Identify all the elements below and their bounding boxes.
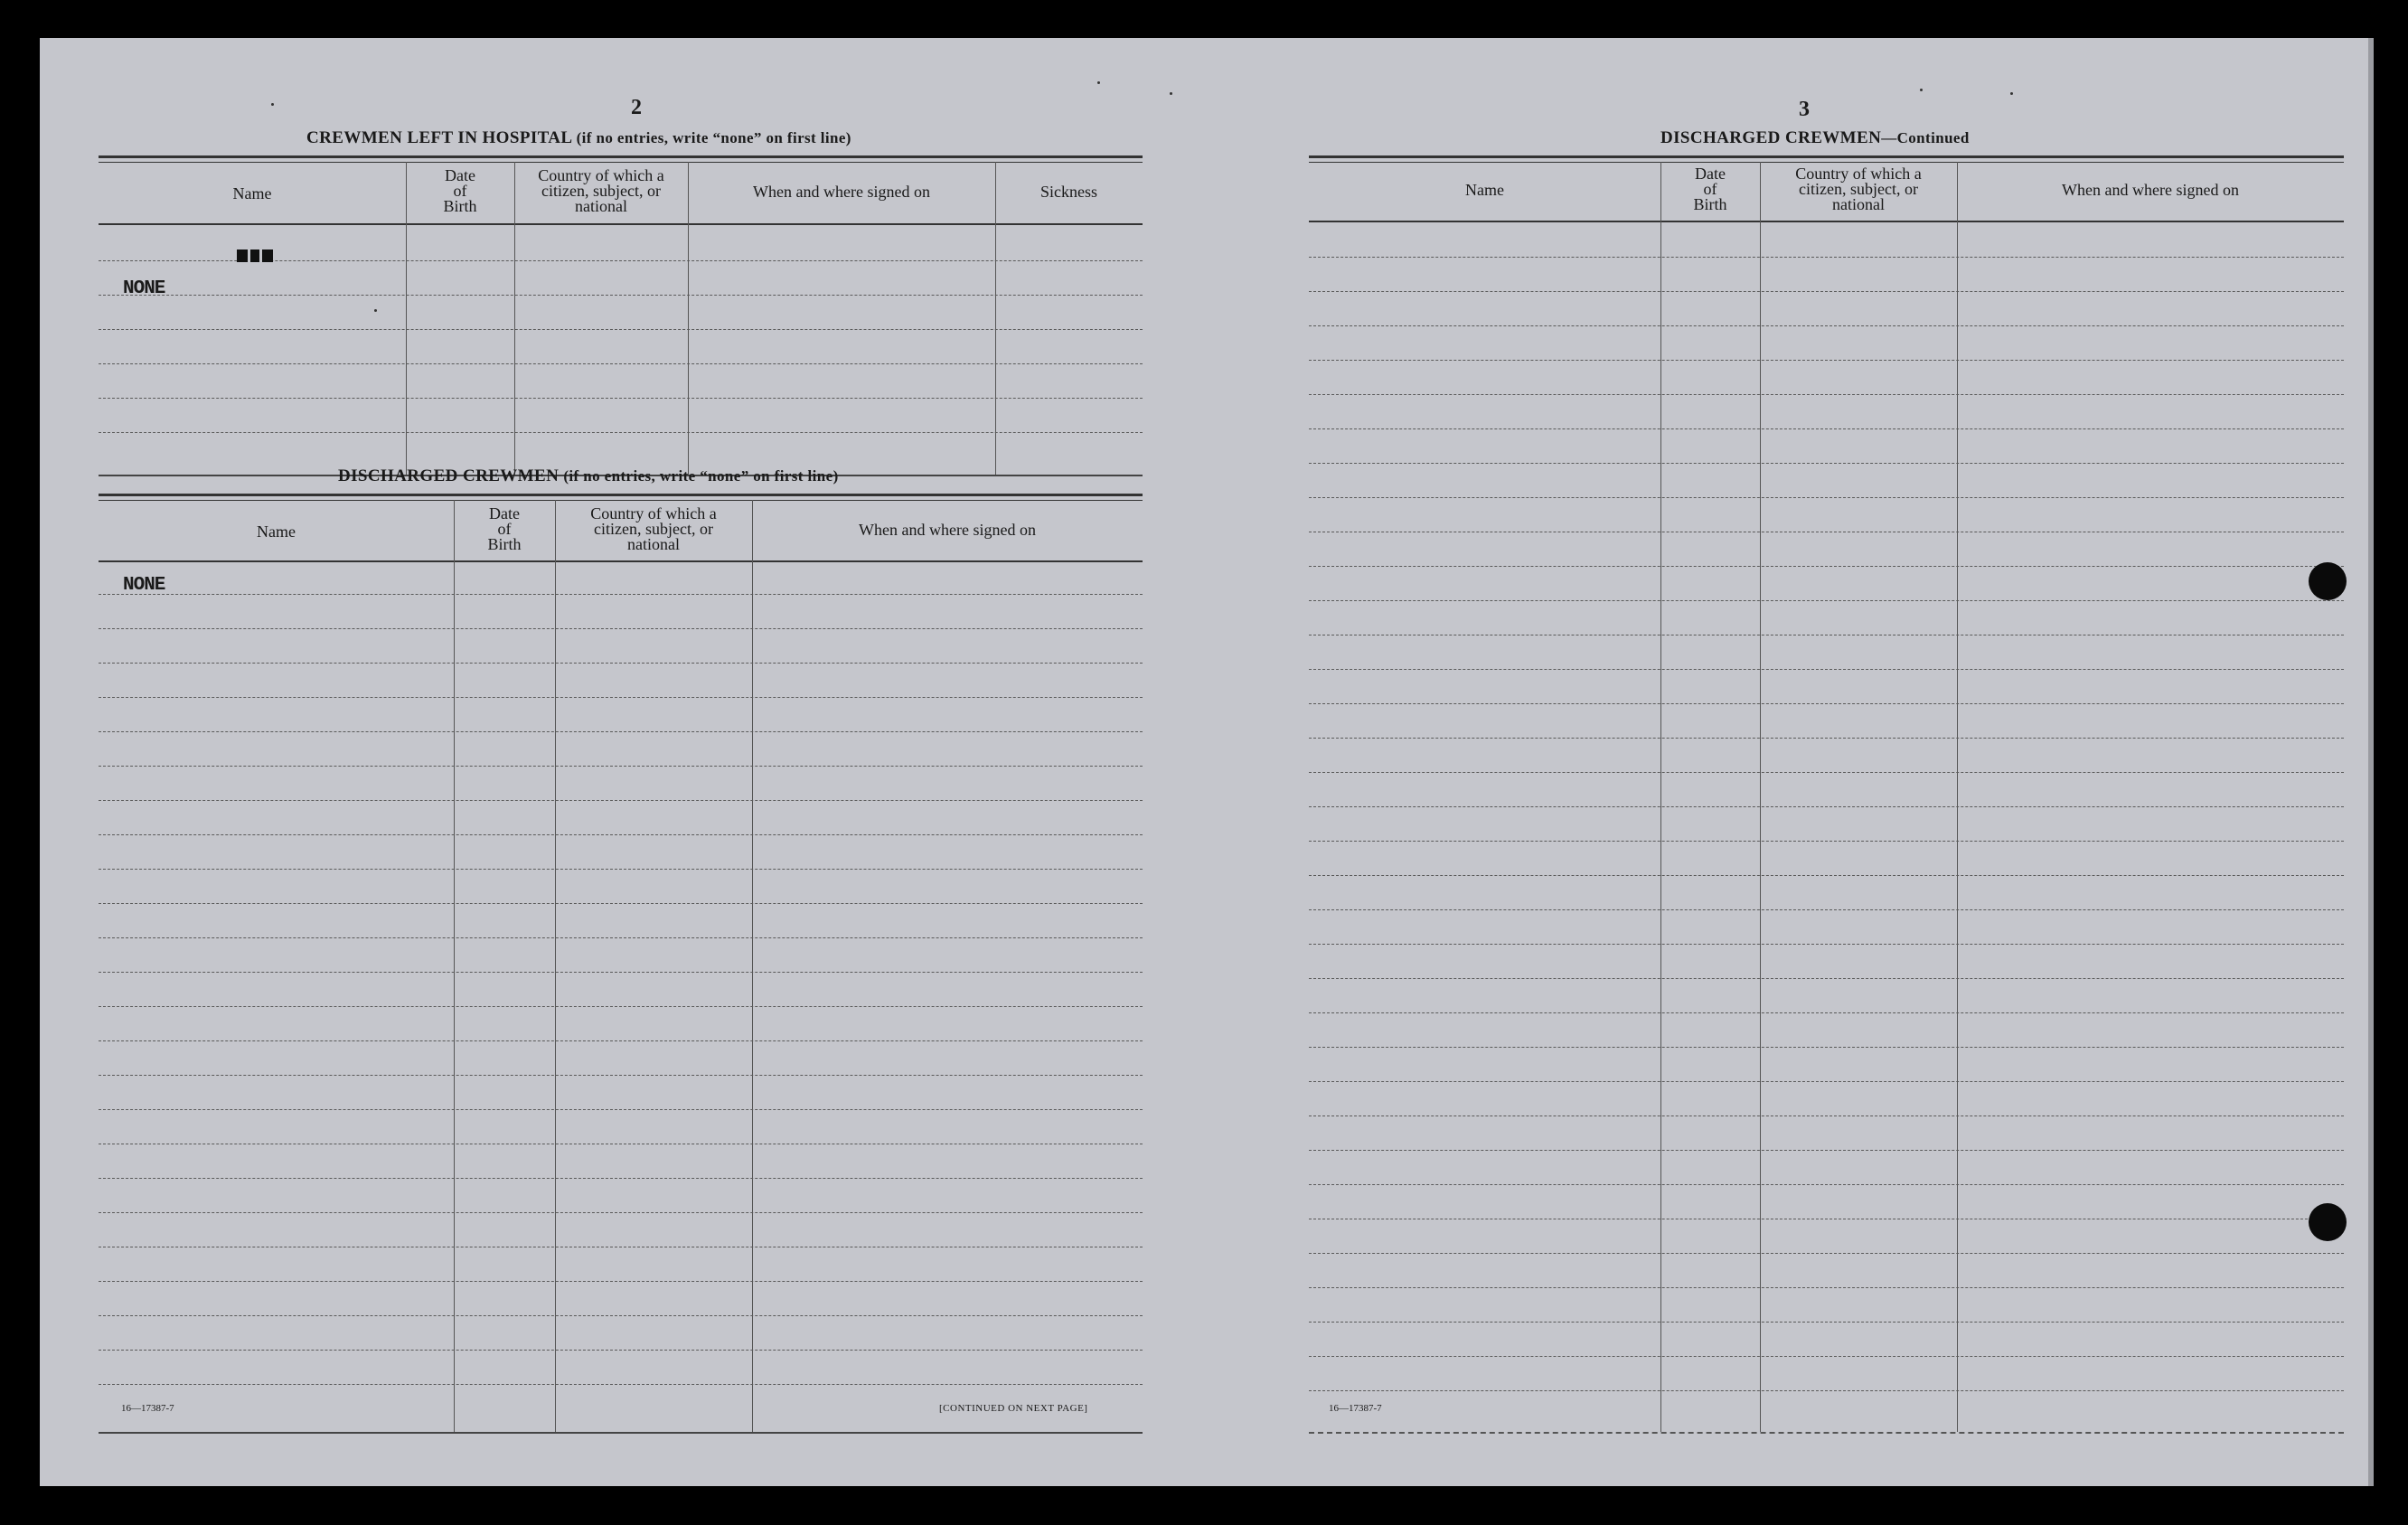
column-header-date-of-birth: Date of Birth — [443, 166, 477, 215]
hospital-table — [99, 155, 1143, 477]
page-number: 3 — [1799, 98, 1810, 121]
scan-speck — [2010, 92, 2013, 95]
discharged-title-text: DISCHARGED CREWMEN — [338, 466, 560, 485]
column-header-country: Country of which a citizen, subject, or national — [538, 166, 664, 215]
column-header-name: Name — [232, 184, 272, 202]
scan-speck — [1170, 92, 1172, 95]
column-header-signed-on: When and where signed on — [859, 521, 1036, 539]
discharged-instruction: (if no entries, write “none” on first line) — [563, 467, 839, 485]
discharged-continued-table — [1309, 155, 2344, 1434]
discharged-table — [99, 494, 1143, 1434]
column-header-signed-on: When and where signed on — [2062, 181, 2239, 199]
discharged-continued-title-text: DISCHARGED CREWMEN — [1660, 128, 1882, 147]
hospital-section-title — [306, 128, 851, 148]
scan-speck — [271, 103, 274, 106]
scan-speck — [1920, 89, 1923, 91]
discharged-continued-title — [1660, 128, 1970, 148]
form-code: 16—17387-7 — [121, 1403, 174, 1414]
hospital-entry-none: NONE — [123, 278, 165, 299]
continued-suffix: —Continued — [1881, 129, 1970, 146]
punch-hole — [2309, 1203, 2347, 1241]
left-page — [40, 38, 1215, 1486]
typed-strikeout-mark — [237, 249, 273, 262]
column-header-date-of-birth: Date of Birth — [487, 504, 522, 553]
continued-note: [CONTINUED ON NEXT PAGE] — [939, 1403, 1088, 1414]
column-header-sickness: Sickness — [1040, 183, 1097, 201]
scan-speck — [1097, 81, 1100, 84]
column-header-name: Name — [1465, 181, 1504, 199]
form-code: 16—17387-7 — [1329, 1403, 1382, 1414]
punch-hole — [2309, 562, 2347, 600]
column-header-country: Country of which a citizen, subject, or national — [1795, 165, 1922, 213]
hospital-instruction: (if no entries, write “none” on first line) — [576, 129, 851, 146]
right-page — [1206, 38, 2368, 1486]
discharged-section-title — [338, 466, 839, 486]
discharged-entry-none: NONE — [123, 575, 165, 596]
scan-speck — [374, 309, 377, 312]
hospital-title-text: CREWMEN LEFT IN HOSPITAL — [306, 128, 572, 147]
column-header-signed-on: When and where signed on — [753, 183, 930, 201]
column-header-country: Country of which a citizen, subject, or national — [590, 504, 717, 553]
form-sheet — [40, 38, 2374, 1486]
page-number: 2 — [631, 96, 642, 119]
column-header-name: Name — [257, 522, 296, 541]
column-header-date-of-birth: Date of Birth — [1693, 165, 1727, 213]
